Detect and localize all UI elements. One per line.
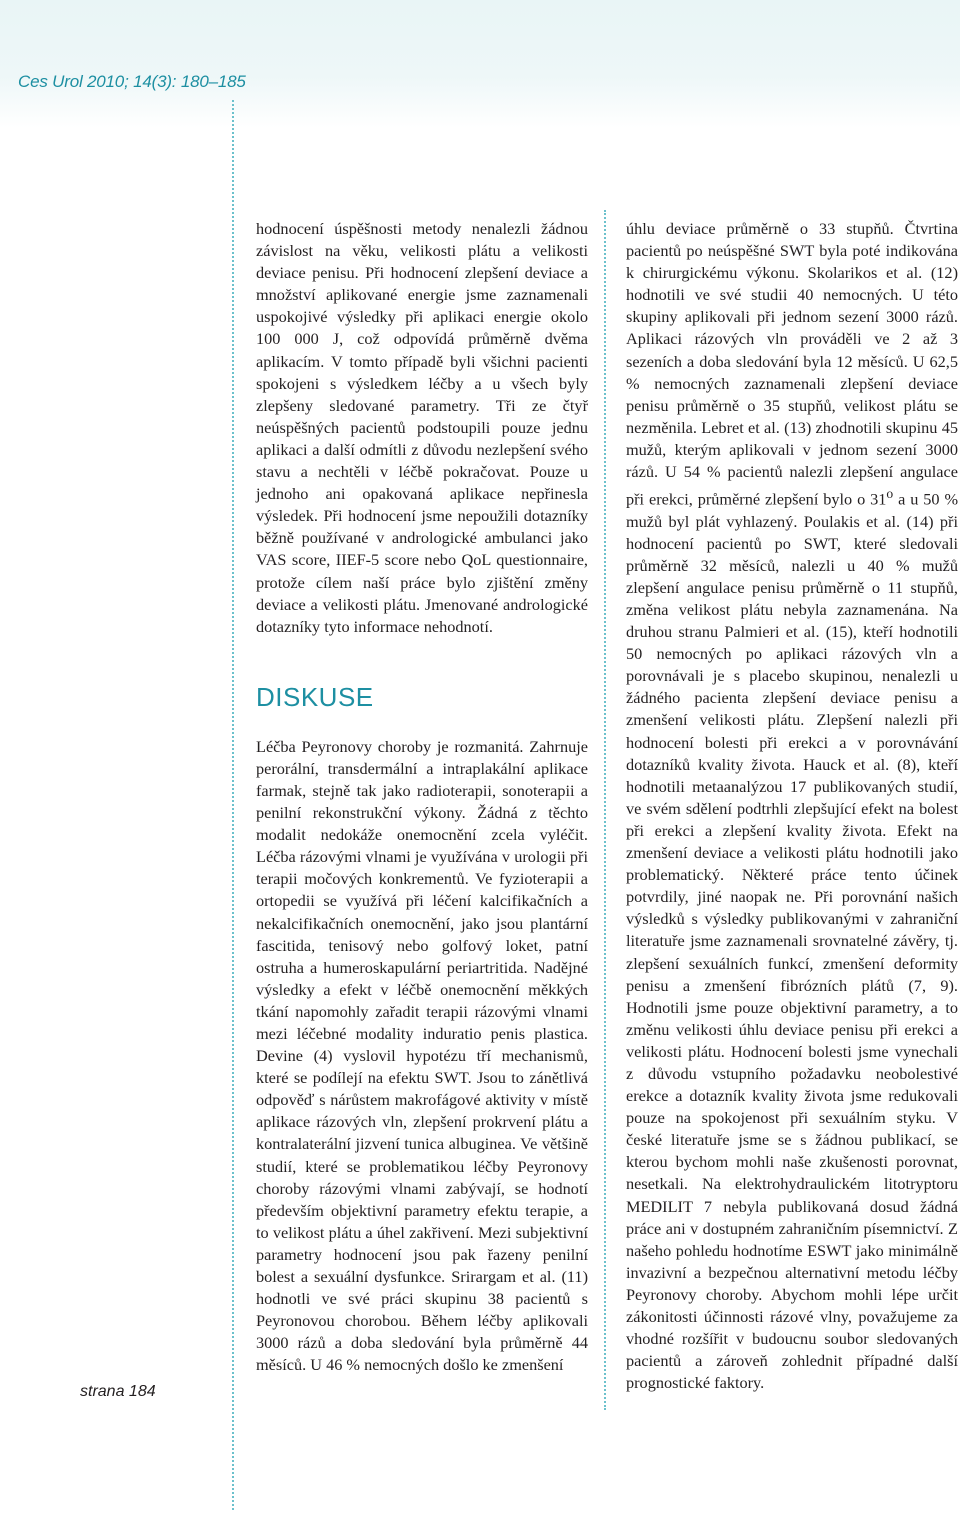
body-text: úhlu deviace průměrně o 33 stupňů. Čtvrtina pacientů po neúspěšné SWT byla poté indikována k chirurgickému výkonu. Skolarikos et al. (12) hodnotili ve své studii 40 nemocných. U této skupiny aplikovali při jednom sezení 3000 rázů. Aplikaci rázových vln prováděli ve 2 až 3 sezeních a doba sledování byla 12 měsíců. U 62,5 % nemocných zaznamenali zlepšení deviace penisu průměrně o 35 stupňů, velikost plátu se nezměnila. Lebret et al. (13) zhodnotili skupinu 45 mužů, kterým aplikovali v jednom sezení 3000 rázů. U 54 % pacientů nalezli zlepšení angulace při erekci, průměrné zlepšení bylo o 31 bbox=[626, 219, 958, 509]
body-text: a u 50 % mužů byl plát vyhlazený. Poulakis et al. (14) při hodnocení pacientů po SWT, které sledovali průměrně 32 měsíců, nalezli u 40 % mužů zlepšení angulace penisu průměrně o 11 stupňů, změna velikost plátu nebyla zaznamenána. Na druhou stranu Palmieri et al. (15), kteří hodnotili 50 nemocných po aplikaci rázových vln a porovnávali je s placebo skupinou, nenalezli u žádného pacienta zlepšení deviace penisu a zmenšení velikosti plátu. Zlepšení nalezli při hodnocení bolesti při erekci a v porovnávání dotazníků kvality života. Hauck et al. (8), kteří hodnotili metaanalýzou 17 publikovaných studií, ve svém sdělení podtrhli zlepšující efekt na bolest při erekci a zlepšení kvality života. Efekt na zmenšení deviace a velikosti plátu hodnotili jako problematický. Některé práce tento účinek potvrdily, jiné naopak ne. Při porovnání našich výsledků s výsledky publikovanými v zahraniční literatuře jsme zaznamenali srovnatelné závěry, tj. zlepšení sexuálních funkcí, zmenšení deformity penisu a zmenšení fibrózních plátů (7, 9). Hodnotili jsme pouze objektivní parametry, a to změnu velikosti úhlu deviace penisu při erekci a velikosti plátu. Hodnocení bolesti jsme vynechali z důvodu vstupního požadavku neobolestivé erekce a dotazník kvality života jsme redukovali pouze na spokojenost při sexuálním styku. V české literatuře jsme se s žádnou publikací, se kterou bychom mohli naše zkušenosti porovnat, nesetkali. Na elektrohydraulickém litotryptoru MEDILIT 7 nebyla publikovaná dosud žádná práce ani v dostupném zahraničním písemnictví. Z našeho pohledu hodnotíme ESWT jako minimálně invazivní a bezpečnou alternativní metodu léčby Peyronovy choroby. Abychom mohli lépe určit zákonitosti účinnosti rázové vlny, považujeme za vhodné rozšířit v budoucnu soubor sledovaných pacientů a zároveň zohlednit případné další prognostické faktory. bbox=[626, 489, 959, 1393]
body-paragraph bbox=[626, 218, 958, 1394]
header-band bbox=[0, 0, 960, 128]
page-number: strana 184 bbox=[80, 1383, 156, 1400]
degree-superscript: o bbox=[886, 486, 894, 502]
margin-dotted-rule bbox=[232, 100, 234, 1510]
body-paragraph: hodnocení úspěšnosti metody nenalezli žádnou závislost na věku, velikosti plátu a velikosti deviace penisu. Při hodnocení zlepšení deviace a množství aplikované energie jsme zaznamenali uspokojivé výsledky při aplikaci energie okolo 100 000 J, což odpovídá průměrně dvěma aplikacím. V tomto případě byli všichni pacienti spokojeni s výsledkem léčby a u všech byly zlepšeny sledované parametry. Tři ze čtyř neúspěšných pacientů podstoupili pouze jednu aplikaci a další odmítli z důvodu nezlepšení svého stavu a nechtěli v léčbě pokračovat. Pouze u jednoho ani opakovaná aplikace nepřinesla výsledek. Při hodnocení jsme nepoužili dotazníky běžně používané v andrologické ambulanci jako VAS score, IIEF-5 score nebo QoL questionnaire, protože cílem naší práce bylo zjištění změny deviace a velikosti plátu. Jmenované andrologické dotazníky tyto informace nehodnotí. bbox=[256, 219, 588, 636]
section-heading: DISKUSE bbox=[256, 681, 374, 712]
running-head: Ces Urol 2010; 14(3): 180–185 bbox=[18, 72, 246, 91]
column-dotted-rule bbox=[604, 210, 606, 1410]
left-column bbox=[256, 218, 588, 1377]
right-column bbox=[626, 218, 958, 1394]
body-paragraph: Léčba Peyronovy choroby je rozmanitá. Zahrnuje perorální, transdermální a intraplakální aplikace farmak, stejně tak jako radioterapii, sonoterapii a penilní rekonstrukční výkony. Žádná z těchto modalit nedokáže onemocnění zcela vyléčit. Léčba rázovými vlnami je využívána v urologii při terapii močových konkrementů. Ve fyzioterapii a ortopedii se využívá při léčení kalcifikačních a nekalcifikačních onemocnění, jako jsou plantární fascitida, tenisový nebo golfový loket, patní ostruha a humeroskapulární periartritida. Nadějné výsledky a efekt v léčbě onemocnění měkkých tkání napomohly zařadit terapii rázovými vlnami mezi léčebné modality induratio penis plastica. Devine (4) vyslovil hypotézu tří mechanismů, které se podílejí na efektu SWT. Jsou to zánětlivá odpověď s nárůstem makrofágové aktivity v místě aplikace rázových vln, zlepšení prokrvení plátu a kontralaterální jizvení tunica albuginea. Ve většině studií, které se problematikou léčby Peyronovy choroby rázovými vlnami zabývají, se hodnotí především objektivní parametry efektu terapie, a to velikost plátu a úhel zakřivení. Mezi subjektivní parametry hodnocení jsou pak řazeny penilní bolest a sexuální dysfunkce. Srirargam et al. (11) hodnotli ve své práci skupinu 38 pacientů s Peyronovou chorobou. Během léčby aplikovali 3000 rázů a doba sledování byla průměrně 44 měsíců. U 46 % nemocných došlo ke zmenšení bbox=[256, 736, 588, 1375]
